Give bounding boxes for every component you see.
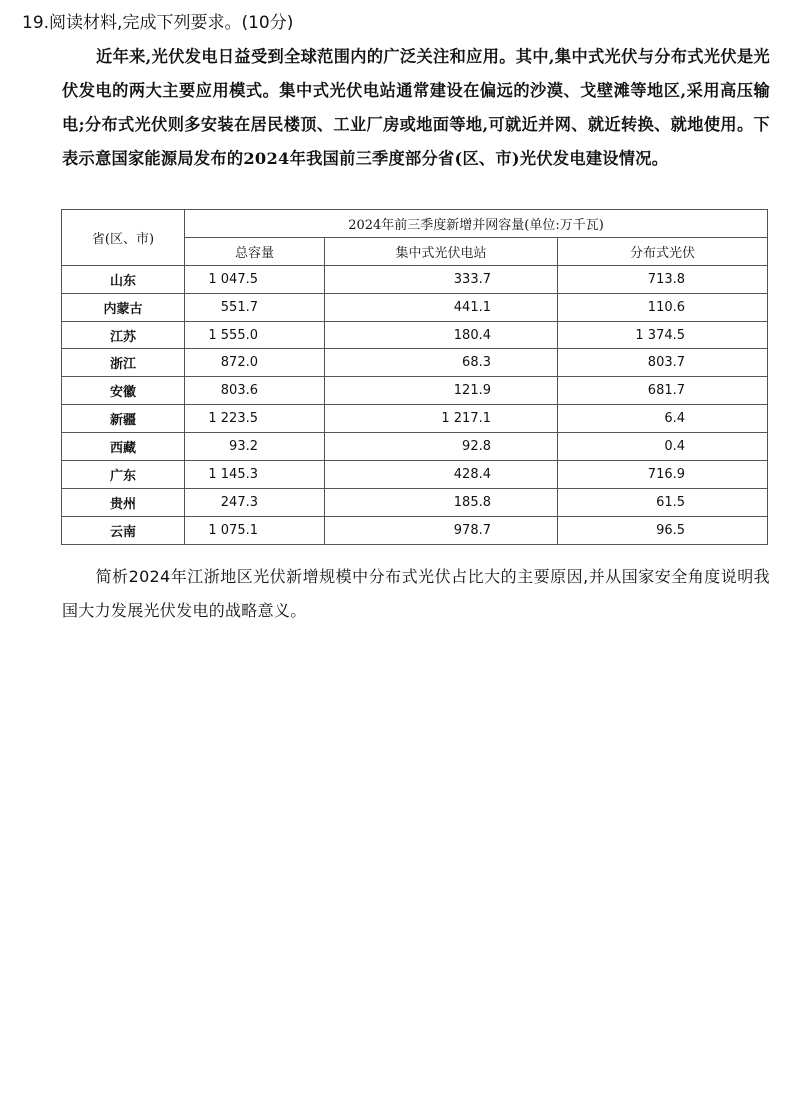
- total-cell: 872.0: [185, 349, 325, 377]
- province-cell: 山东: [62, 265, 185, 293]
- col-header-distributed: 分布式光伏: [558, 237, 768, 265]
- total-cell: 1 223.5: [185, 405, 325, 433]
- total-cell: 247.3: [185, 488, 325, 516]
- province-cell: 安徽: [62, 377, 185, 405]
- table-row: [62, 349, 768, 377]
- centralized-cell: 978.7: [325, 516, 558, 544]
- province-cell: 新疆: [62, 405, 185, 433]
- material-paragraph: 近年来,光伏发电日益受到全球范围内的广泛关注和应用。其中,集中式光伏与分布式光伏是光伏发电的两大主要应用模式。集中式光伏电站通常建设在偏远的沙漠、戈壁滩等地区,采用高压输电;分布式光伏则多安装在居民楼顶、工业厂房或地面等地,可就近并网、就近转换、就地使用。下表示意国家能源局发布的2024年我国前三季度部分省(区、市)光伏发电建设情况。: [62, 47, 770, 168]
- total-cell: 1 047.5: [185, 265, 325, 293]
- total-cell: 93.2: [185, 433, 325, 461]
- centralized-cell: 92.8: [325, 433, 558, 461]
- province-cell: 西藏: [62, 433, 185, 461]
- distributed-cell: 1 374.5: [558, 321, 768, 349]
- distributed-cell: 0.4: [558, 433, 768, 461]
- total-cell: 551.7: [185, 293, 325, 321]
- pv-capacity-table: [61, 209, 768, 545]
- distributed-cell: 713.8: [558, 265, 768, 293]
- col-header-total: 总容量: [185, 237, 325, 265]
- table-row: [62, 433, 768, 461]
- province-cell: 贵州: [62, 488, 185, 516]
- province-header: 省(区、市): [62, 210, 185, 266]
- province-cell: 江苏: [62, 321, 185, 349]
- table-row: [62, 265, 768, 293]
- col-header-centralized: 集中式光伏电站: [325, 237, 558, 265]
- distributed-cell: 96.5: [558, 516, 768, 544]
- distributed-cell: 803.7: [558, 349, 768, 377]
- table-row: [62, 321, 768, 349]
- table-row: [62, 293, 768, 321]
- province-cell: 云南: [62, 516, 185, 544]
- distributed-cell: 61.5: [558, 488, 768, 516]
- centralized-cell: 68.3: [325, 349, 558, 377]
- table-row: [62, 488, 768, 516]
- total-cell: 1 555.0: [185, 321, 325, 349]
- centralized-cell: 428.4: [325, 461, 558, 489]
- province-cell: 广东: [62, 461, 185, 489]
- centralized-cell: 180.4: [325, 321, 558, 349]
- distributed-cell: 681.7: [558, 377, 768, 405]
- task-paragraph: 简析2024年江浙地区光伏新增规模中分布式光伏占比大的主要原因,并从国家安全角度说明我国大力发展光伏发电的战略意义。: [62, 567, 770, 620]
- table-row: [62, 377, 768, 405]
- province-cell: 浙江: [62, 349, 185, 377]
- centralized-cell: 185.8: [325, 488, 558, 516]
- total-cell: 1 075.1: [185, 516, 325, 544]
- province-cell: 内蒙古: [62, 293, 185, 321]
- total-cell: 1 145.3: [185, 461, 325, 489]
- group-header: 2024年前三季度新增并网容量(单位:万千瓦): [185, 210, 768, 238]
- centralized-cell: 121.9: [325, 377, 558, 405]
- centralized-cell: 441.1: [325, 293, 558, 321]
- distributed-cell: 716.9: [558, 461, 768, 489]
- total-cell: 803.6: [185, 377, 325, 405]
- table-row: [62, 461, 768, 489]
- centralized-cell: 1 217.1: [325, 405, 558, 433]
- distributed-cell: 110.6: [558, 293, 768, 321]
- centralized-cell: 333.7: [325, 265, 558, 293]
- question-title: 19.阅读材料,完成下列要求。(10分): [22, 13, 294, 33]
- table-row: [62, 516, 768, 544]
- table-row: [62, 405, 768, 433]
- distributed-cell: 6.4: [558, 405, 768, 433]
